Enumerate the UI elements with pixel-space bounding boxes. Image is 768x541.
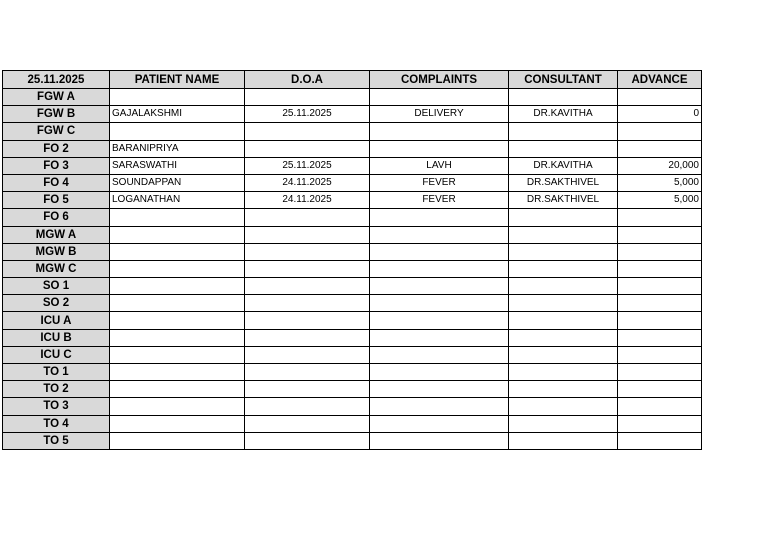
patient-name-cell[interactable] [110, 329, 245, 346]
doa-cell[interactable] [245, 123, 370, 140]
consultant-cell[interactable] [509, 398, 618, 415]
advance-cell[interactable] [618, 140, 702, 157]
doa-cell[interactable] [245, 209, 370, 226]
complaints-cell[interactable]: FEVER [370, 192, 509, 209]
doa-cell[interactable] [245, 432, 370, 449]
patient-name-cell[interactable] [110, 89, 245, 106]
table-row [3, 192, 702, 209]
consultant-cell[interactable] [509, 260, 618, 277]
patient-name-cell[interactable]: BARANIPRIYA [110, 140, 245, 157]
table-row [3, 329, 702, 346]
doa-cell[interactable] [245, 140, 370, 157]
advance-cell[interactable] [618, 226, 702, 243]
complaints-cell[interactable]: FEVER [370, 174, 509, 191]
table-row [3, 278, 702, 295]
complaints-cell[interactable] [370, 312, 509, 329]
room-label: TO 1 [3, 364, 110, 381]
table-row [3, 123, 702, 140]
complaints-cell[interactable] [370, 329, 509, 346]
room-label: ICU A [3, 312, 110, 329]
advance-cell[interactable] [618, 89, 702, 106]
room-label: TO 3 [3, 398, 110, 415]
consultant-cell[interactable] [509, 312, 618, 329]
complaints-cell[interactable] [370, 140, 509, 157]
consultant-cell[interactable] [509, 243, 618, 260]
patient-name-cell[interactable] [110, 260, 245, 277]
complaints-cell[interactable]: DELIVERY [370, 106, 509, 123]
table-row [3, 174, 702, 191]
room-label: MGW C [3, 260, 110, 277]
complaints-cell[interactable] [370, 89, 509, 106]
complaints-cell[interactable] [370, 260, 509, 277]
room-label: TO 4 [3, 415, 110, 432]
patient-name-cell[interactable] [110, 243, 245, 260]
patient-name-cell[interactable] [110, 278, 245, 295]
doa-cell[interactable] [245, 364, 370, 381]
room-label: FO 6 [3, 209, 110, 226]
doa-cell[interactable] [245, 329, 370, 346]
consultant-cell[interactable] [509, 123, 618, 140]
patient-name-cell[interactable]: SARASWATHI [110, 157, 245, 174]
header-consultant: CONSULTANT [509, 71, 618, 89]
room-label: SO 1 [3, 278, 110, 295]
consultant-cell[interactable] [509, 278, 618, 295]
doa-cell[interactable] [245, 295, 370, 312]
complaints-cell[interactable] [370, 209, 509, 226]
room-label: FO 5 [3, 192, 110, 209]
consultant-cell[interactable] [509, 364, 618, 381]
doa-cell[interactable]: 24.11.2025 [245, 192, 370, 209]
patient-name-cell[interactable] [110, 415, 245, 432]
patient-name-cell[interactable]: LOGANATHAN [110, 192, 245, 209]
consultant-cell[interactable] [509, 329, 618, 346]
table-row [3, 295, 702, 312]
header-date: 25.11.2025 [3, 71, 110, 89]
doa-cell[interactable] [245, 243, 370, 260]
complaints-cell[interactable] [370, 278, 509, 295]
patient-name-cell[interactable] [110, 209, 245, 226]
doa-cell[interactable]: 25.11.2025 [245, 106, 370, 123]
advance-cell[interactable] [618, 312, 702, 329]
doa-cell[interactable] [245, 398, 370, 415]
room-label: MGW B [3, 243, 110, 260]
advance-cell[interactable] [618, 381, 702, 398]
table-row [3, 106, 702, 123]
doa-cell[interactable] [245, 278, 370, 295]
consultant-cell[interactable]: DR.SAKTHIVEL [509, 192, 618, 209]
doa-cell[interactable] [245, 312, 370, 329]
table-row [3, 140, 702, 157]
consultant-cell[interactable] [509, 432, 618, 449]
complaints-cell[interactable] [370, 381, 509, 398]
consultant-cell[interactable] [509, 140, 618, 157]
room-label: FGW A [3, 89, 110, 106]
advance-cell[interactable] [618, 346, 702, 363]
advance-cell[interactable] [618, 295, 702, 312]
doa-cell[interactable]: 24.11.2025 [245, 174, 370, 191]
table-row [3, 346, 702, 363]
room-label: FO 3 [3, 157, 110, 174]
patient-name-cell[interactable]: SOUNDAPPAN [110, 174, 245, 191]
room-label: FGW C [3, 123, 110, 140]
header-doa: D.O.A [245, 71, 370, 89]
complaints-cell[interactable] [370, 346, 509, 363]
header-advance: ADVANCE [618, 71, 702, 89]
consultant-cell[interactable] [509, 89, 618, 106]
advance-cell[interactable]: 20,000 [618, 157, 702, 174]
room-label: ICU B [3, 329, 110, 346]
patient-name-cell[interactable] [110, 226, 245, 243]
table-body [3, 89, 702, 450]
table-row [3, 89, 702, 106]
doa-cell[interactable] [245, 346, 370, 363]
advance-cell[interactable] [618, 209, 702, 226]
table-row [3, 312, 702, 329]
room-label: FO 4 [3, 174, 110, 191]
table-row [3, 415, 702, 432]
patient-name-cell[interactable] [110, 123, 245, 140]
patient-name-cell[interactable] [110, 295, 245, 312]
patient-name-cell[interactable] [110, 312, 245, 329]
consultant-cell[interactable] [509, 209, 618, 226]
advance-cell[interactable] [618, 260, 702, 277]
patient-census-table [2, 70, 702, 450]
patient-name-cell[interactable] [110, 346, 245, 363]
table-row [3, 243, 702, 260]
doa-cell[interactable] [245, 226, 370, 243]
room-label: TO 5 [3, 432, 110, 449]
advance-cell[interactable] [618, 432, 702, 449]
complaints-cell[interactable] [370, 415, 509, 432]
table-row [3, 260, 702, 277]
patient-name-cell[interactable] [110, 432, 245, 449]
doa-cell[interactable] [245, 381, 370, 398]
table-row [3, 381, 702, 398]
doa-cell[interactable] [245, 260, 370, 277]
doa-cell[interactable] [245, 415, 370, 432]
complaints-cell[interactable] [370, 398, 509, 415]
complaints-cell[interactable] [370, 123, 509, 140]
consultant-cell[interactable] [509, 346, 618, 363]
advance-cell[interactable] [618, 278, 702, 295]
consultant-cell[interactable]: DR.SAKTHIVEL [509, 174, 618, 191]
header-complaints: COMPLAINTS [370, 71, 509, 89]
complaints-cell[interactable]: LAVH [370, 157, 509, 174]
patient-name-cell[interactable] [110, 364, 245, 381]
table-row [3, 157, 702, 174]
advance-cell[interactable] [618, 364, 702, 381]
consultant-cell[interactable] [509, 415, 618, 432]
header-patient-name: PATIENT NAME [110, 71, 245, 89]
complaints-cell[interactable] [370, 226, 509, 243]
consultant-cell[interactable] [509, 381, 618, 398]
advance-cell[interactable] [618, 398, 702, 415]
advance-cell[interactable] [618, 123, 702, 140]
room-label: SO 2 [3, 295, 110, 312]
complaints-cell[interactable] [370, 243, 509, 260]
advance-cell[interactable] [618, 243, 702, 260]
consultant-cell[interactable]: DR.KAVITHA [509, 106, 618, 123]
room-label: FO 2 [3, 140, 110, 157]
doa-cell[interactable] [245, 89, 370, 106]
advance-cell[interactable] [618, 329, 702, 346]
advance-cell[interactable] [618, 415, 702, 432]
table-row [3, 398, 702, 415]
room-label: MGW A [3, 226, 110, 243]
table-header [3, 71, 702, 89]
room-label: TO 2 [3, 381, 110, 398]
table-row [3, 432, 702, 449]
consultant-cell[interactable]: DR.KAVITHA [509, 157, 618, 174]
consultant-cell[interactable] [509, 295, 618, 312]
table-row [3, 364, 702, 381]
patient-name-cell[interactable] [110, 398, 245, 415]
advance-cell[interactable]: 0 [618, 106, 702, 123]
complaints-cell[interactable] [370, 432, 509, 449]
room-label: FGW B [3, 106, 110, 123]
complaints-cell[interactable] [370, 364, 509, 381]
consultant-cell[interactable] [509, 226, 618, 243]
table-row [3, 209, 702, 226]
patient-name-cell[interactable] [110, 381, 245, 398]
complaints-cell[interactable] [370, 295, 509, 312]
patient-name-cell[interactable]: GAJALAKSHMI [110, 106, 245, 123]
header-row [3, 71, 702, 89]
doa-cell[interactable]: 25.11.2025 [245, 157, 370, 174]
advance-cell[interactable]: 5,000 [618, 174, 702, 191]
room-label: ICU C [3, 346, 110, 363]
advance-cell[interactable]: 5,000 [618, 192, 702, 209]
table-row [3, 226, 702, 243]
